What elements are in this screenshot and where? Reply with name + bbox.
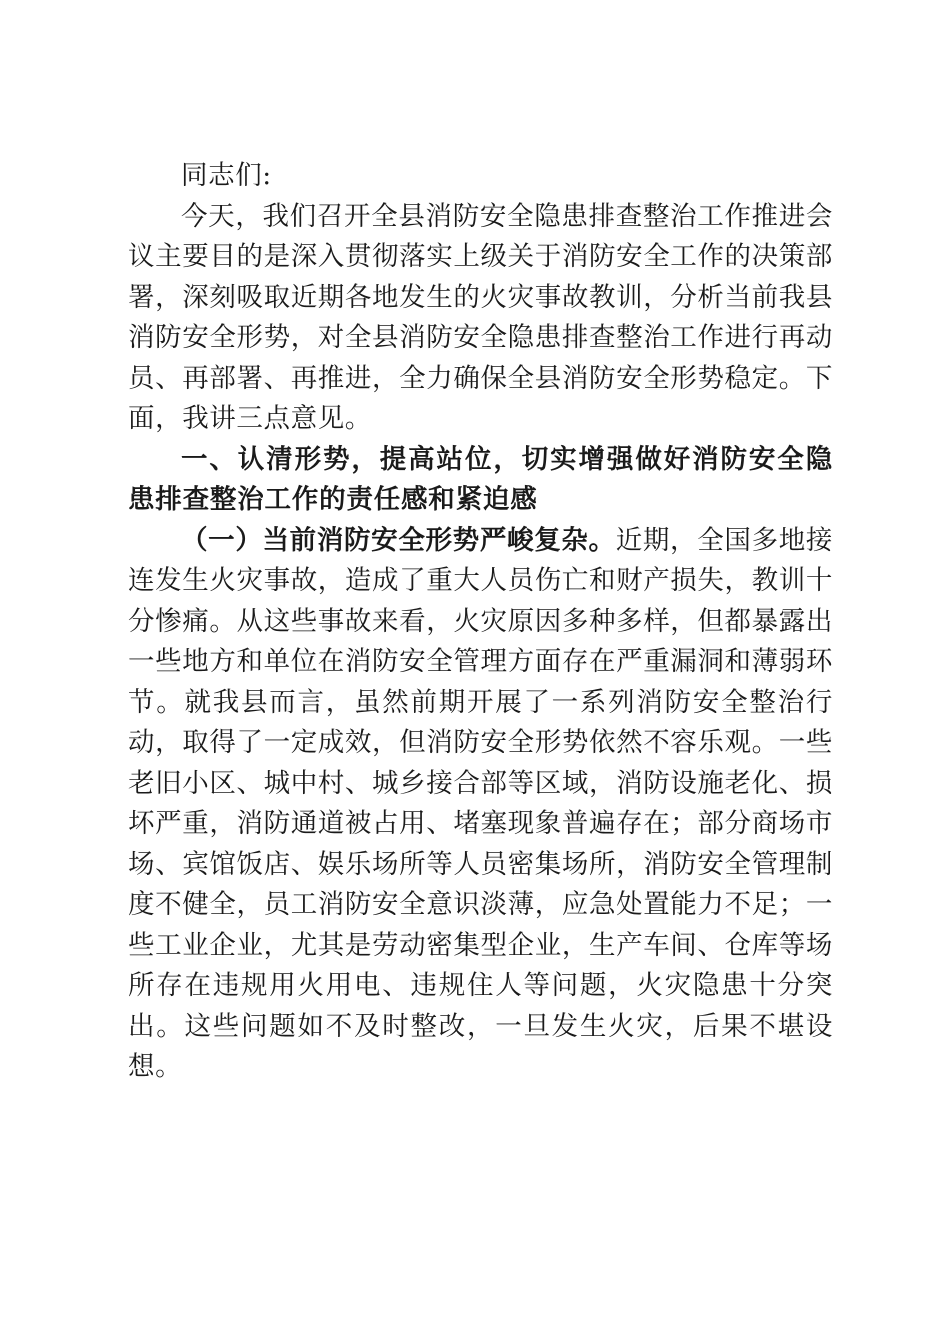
document-page — [128, 156, 833, 1088]
subsection-paragraph-1 — [128, 521, 833, 1088]
intro-paragraph: 今天，我们召开全县消防安全隐患排查整治工作推进会议主要目的是深入贯彻落实上级关于消防安全工作的决策部署，深刻吸取近期各地发生的火灾事故教训，分析当前我县消防安全形势，对全县消防安全隐患排查整治工作进行再动员、再部署、再推进，全力确保全县消防安全形势稳定。下面，我讲三点意见。 — [128, 200, 833, 434]
subsection-body-1: 近期，全国多地接连发生火灾事故，造成了重大人员伤亡和财产损失，教训十分惨痛。从这些事故来看，火灾原因多种多样，但都暴露出一些地方和单位在消防安全管理方面存在严重漏洞和薄弱环节。就我县而言，虽然前期开展了一系列消防安全整治行动，取得了一定成效，但消防安全形势依然不容乐观。一些老旧小区、城中村、城乡接合部等区域，消防设施老化、损坏严重，消防通道被占用、堵塞现象普遍存在；部分商场市场、宾馆饭店、娱乐场所等人员密集场所，消防安全管理制度不健全，员工消防安全意识淡薄，应急处置能力不足；一些工业企业，尤其是劳动密集型企业，生产车间、仓库等场所存在违规用火用电、违规住人等问题，火灾隐患十分突出。这些问题如不及时整改，一旦发生火灾，后果不堪设想。 — [128, 524, 833, 1082]
section-heading-1: 一、认清形势，提高站位，切实增强做好消防安全隐患排查整治工作的责任感和紧迫感 — [128, 443, 833, 515]
subsection-lead-1: （一）当前消防安全形势严峻复杂。 — [181, 524, 616, 556]
greeting: 同志们: — [181, 160, 272, 191]
